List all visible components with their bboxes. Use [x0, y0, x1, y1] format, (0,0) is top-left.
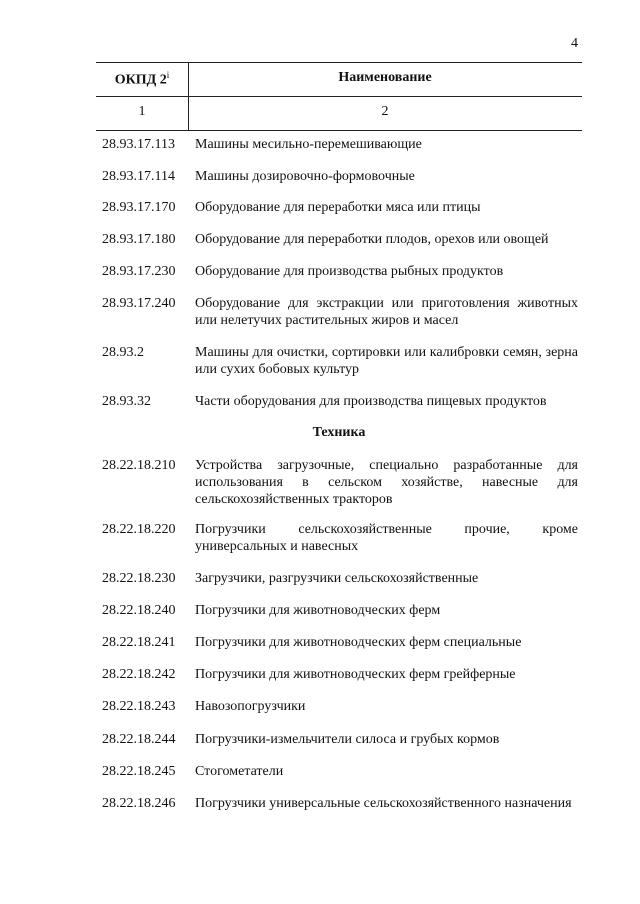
row-name: Оборудование для переработки мяса или птицы — [195, 200, 481, 215]
header-code-label: ОКПД 2 — [114, 72, 167, 88]
row-code: 28.22.18.210 — [102, 458, 176, 473]
row-name: Устройства загрузочные, специально разработанные для использования в сельском хозяйстве, навесные для сельскохозяйственных тракторов — [195, 458, 578, 507]
row-code: 28.22.18.246 — [102, 796, 176, 811]
row-code: 28.22.18.243 — [102, 699, 176, 714]
page-number: 4 — [571, 36, 578, 51]
row-code: 28.22.18.241 — [102, 635, 176, 650]
row-code: 28.93.17.113 — [102, 137, 175, 152]
row-name: Погрузчики для животноводческих ферм — [195, 603, 441, 618]
row-name: Машины дозировочно-формовочные — [195, 169, 415, 184]
row-code: 28.93.32 — [102, 394, 151, 409]
row-code: 28.93.17.230 — [102, 264, 176, 279]
row-name: Оборудование для переработки плодов, орехов или овощей — [195, 232, 549, 247]
section-title: Техника — [312, 425, 366, 440]
table-top-border — [96, 62, 582, 63]
row-name: Части оборудования для производства пищевых продуктов — [195, 394, 547, 409]
row-name: Оборудование для экстракции или приготовления животных или нелетучих растительных жиров и масел — [195, 296, 578, 328]
row-code: 28.93.2 — [102, 345, 144, 360]
column-number-2: 2 — [381, 104, 389, 119]
row-name: Погрузчики-измельчители силоса и грубых кормов — [195, 732, 500, 747]
row-name: Машины месильно-перемешивающие — [195, 137, 422, 152]
row-code: 28.93.17.114 — [102, 169, 175, 184]
row-name: Погрузчики для животноводческих ферм грейферные — [195, 667, 516, 682]
header-code — [96, 70, 188, 89]
row-name: Навозопогрузчики — [195, 699, 306, 714]
row-name: Погрузчики сельскохозяйственные прочие, кроме универсальных и навесных — [195, 522, 578, 554]
header-divider — [96, 96, 582, 97]
row-name: Погрузчики универсальные сельскохозяйственного назначения — [195, 796, 572, 811]
row-code: 28.93.17.170 — [102, 200, 176, 215]
row-code: 28.93.17.180 — [102, 232, 176, 247]
column-numbers-divider — [96, 130, 582, 131]
row-name: Машины для очистки, сортировки или калибровки семян, зерна или сухих бобовых культур — [195, 345, 578, 377]
row-name: Оборудование для производства рыбных продуктов — [195, 264, 504, 279]
row-code: 28.22.18.230 — [102, 571, 176, 586]
row-code: 28.93.17.240 — [102, 296, 176, 311]
row-code: 28.22.18.244 — [102, 732, 176, 747]
row-name: Погрузчики для животноводческих ферм специальные — [195, 635, 522, 650]
row-name: Стогометатели — [195, 764, 284, 779]
row-code: 28.22.18.220 — [102, 522, 176, 537]
header-name: Наименование — [338, 70, 432, 85]
row-code: 28.22.18.245 — [102, 764, 176, 779]
row-code: 28.22.18.240 — [102, 603, 176, 618]
column-number-1: 1 — [138, 104, 146, 119]
row-code: 28.22.18.242 — [102, 667, 176, 682]
header-code-footnote: i — [166, 70, 170, 80]
row-name: Загрузчики, разгрузчики сельскохозяйственные — [195, 571, 479, 586]
